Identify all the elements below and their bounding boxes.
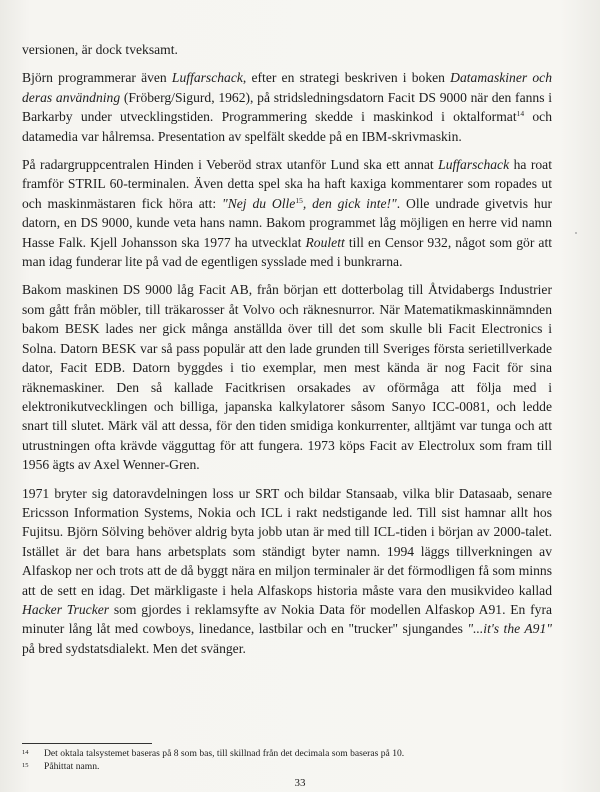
footnote-ref-14: 14 <box>516 109 525 119</box>
footnote-text: Påhittat namn. <box>44 760 100 772</box>
p2-quote-a: "Nej du Olle <box>222 195 296 211</box>
scan-speck <box>575 232 577 234</box>
footnote-14 <box>22 748 542 761</box>
footnote-divider <box>22 743 152 744</box>
p4-text-c: på bred sydstatsdialekt. Men det svänger. <box>22 640 246 656</box>
paragraph-3: Bakom maskinen DS 9000 låg Facit AB, från början ett dotterbolag till Åtvidabergs Industrier som gått från möbler, till träkarosser åt Volvo och räknesnurror. När Matematikmaskinnämnden bakom BESK lades ner gick många anställda över till det som skulle bli Facit Electronics i Solna. Datorn BESK var så pass populär att den lade grunden till Sveriges första serietillverkade dator, Facit EDB. Datorn byggdes i tio exemplar, men mest kända är nog Facit för sina räknemaskiner. Den så kallade Facitkrisen orsakades av oförmåga att följa med i elektronikutvecklingen och billiga, japanska kalkylatorer såsom Sanyo ICC-0081, och ledde snart till slutet. Märk väl att dessa, för den tiden smidiga konkurrenter, alltjämt var tunga och att utrustningen ofta krävde vägguttag för att fungera. 1973 köps Facit av Electrolux som fram till 1956 ägts av Axel Wenner-Gren. <box>22 282 552 473</box>
footnote-number: 15 <box>22 761 29 769</box>
p4-text-b: som gjordes i reklamsyfte av Nokia Data för modellen Alfaskop A91. En fyra minuter lång låt med cowboys, linedance, lastbilar och en "trucker" sjungandes <box>22 601 553 637</box>
page-number: 33 <box>294 777 306 789</box>
p2-text-c: . Olle undrade givetvis hur datorn, en DS 9000, kunde veta hans namn. Bakom programmet låg möjligen en herre vid namn Hasse Falk. Kjell Johansson ska 1977 ha utvecklat <box>22 195 553 250</box>
p1-text-c: (Fröberg/Sigurd, 1962), på stridsledningsdatorn Facit DS 9000 när den fanns i Barkarby under utvecklingstiden. Programmering skedde i maskinkod i oktalformat <box>22 89 552 125</box>
footnote-15 <box>22 761 542 774</box>
p4-song-quote: "...it's the A91" <box>467 621 552 637</box>
p2-text-a: På radargruppcentralen Hinden i Veberöd strax utanför Lund ska ett annat <box>22 157 439 173</box>
p2-title-luffarschack: Luffarschack <box>438 157 510 173</box>
paragraph-1 <box>22 68 552 146</box>
p1-title-luffarschack: Luffarschack <box>171 70 243 86</box>
footnotes <box>22 748 542 773</box>
p2-title-roulett: Roulett <box>305 234 345 250</box>
paragraph-4 <box>22 484 552 659</box>
p2-text-b: ha roat framför STRIL 60-terminalen. Även detta spel ska ha haft kaxiga kommentarer som ropades ut och maskinmästaren fick höra att: <box>22 157 552 211</box>
footnote-number: 14 <box>22 749 29 756</box>
footnote-text: Det oktala talsystemet baseras på 8 som bas, till skillnad från det decimala som baseras på 10. <box>44 748 405 759</box>
paragraph-0: versionen, är dock tveksamt. <box>22 42 178 57</box>
p4-title-hacker-trucker: Hacker Trucker <box>22 601 110 617</box>
paragraph-2 <box>22 155 552 271</box>
p2-quote-b: , den gick inte!" <box>302 195 397 211</box>
body-text <box>22 40 552 667</box>
p1-text-b: , efter en strategi beskriven i boken <box>242 70 451 86</box>
footnote-ref-15: 15 <box>295 195 303 205</box>
p1-book-title: Datamaskiner och deras användning <box>22 70 552 105</box>
p2-text-d: till en Censor 932, något som gör att man idag funderar lite på vad de egentligen sysslade med i bunkrarna. <box>22 234 553 270</box>
p4-text-a: 1971 bryter sig datoravdelningen loss ur SRT och bildar Stansaab, vilka blir Datasaab, senare Ericsson Information Systems, Nokia och ICL i rakt nedstigande led. Till sist hamnar allt hos Fujitsu. Björn Sölving behöver aldrig byta jobb utan är med till ICL-tiden i början av 2000-talet. Istället är det bara hans arbetsplats som ständigt byter namn. 1994 läggs tillverkningen av Alfaskop ner och trots att de då byggt nära en miljon terminaler är det förmodligen få som minns att de sett en idag. Det märkligaste i hela Alfaskops historia måste vara den musikvideo kallad <box>22 485 552 598</box>
p1-text-a: Björn programmerar även <box>22 70 172 86</box>
p1-text-d: och datamedia var hålremsa. Presentation av spelfält skedde på en IBM-skrivmaskin. <box>22 109 552 144</box>
